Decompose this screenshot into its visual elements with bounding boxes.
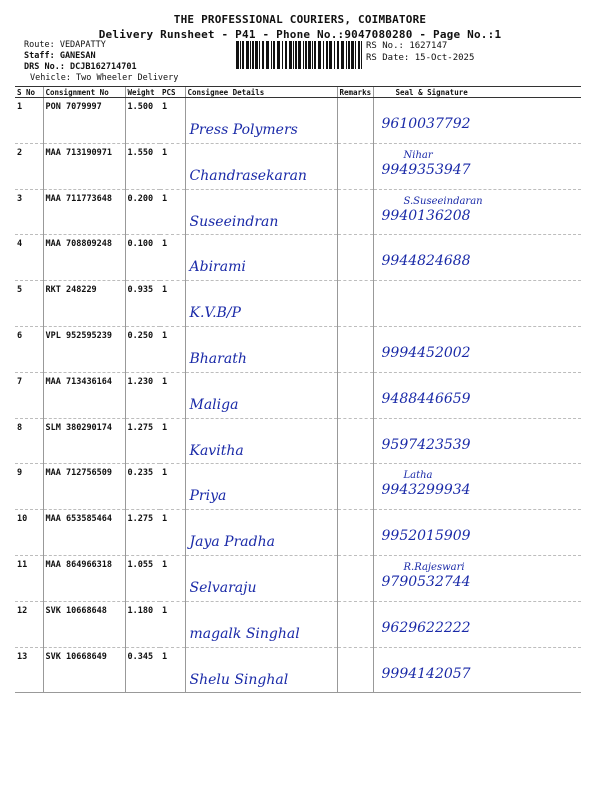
consignee-handwritten: Selvaraju [189, 579, 257, 596]
signer-name: S.Suseeindaran [403, 195, 483, 207]
row-weight: 1.550 [125, 143, 160, 189]
row-remarks [337, 647, 373, 693]
table-row [15, 281, 581, 327]
row-seal-signature [373, 189, 581, 235]
table-row [15, 555, 581, 601]
row-consignment-no: MAA 864966318 [43, 555, 125, 601]
barcode-bar [337, 41, 339, 69]
barcode-bar [358, 41, 360, 69]
signer-name: Nihar [403, 149, 433, 161]
barcode-bar [326, 41, 328, 69]
drs-label: DRS No.: DCJB162714701 [24, 62, 137, 72]
row-seal-signature [373, 98, 581, 144]
row-remarks [337, 143, 373, 189]
row-pcs: 1 [160, 372, 185, 418]
col-consignee: Consignee Details [185, 87, 337, 98]
table-row [15, 143, 581, 189]
row-pcs: 1 [160, 464, 185, 510]
table-row [15, 601, 581, 647]
row-sno: 2 [15, 143, 43, 189]
col-pcs: PCS [160, 87, 185, 98]
barcode-bar [262, 41, 264, 69]
row-remarks [337, 464, 373, 510]
signer-phone: 9994452002 [381, 344, 471, 361]
barcode-bar [293, 41, 294, 69]
row-sno: 11 [15, 555, 43, 601]
row-consignment-no: SVK 10668649 [43, 647, 125, 693]
row-consignee [185, 326, 337, 372]
consignee-handwritten: Jaya Pradha [189, 534, 275, 551]
signer-phone: 9940136208 [381, 207, 471, 224]
signer-phone: 9488446659 [381, 390, 471, 407]
row-sno: 7 [15, 372, 43, 418]
row-consignment-no: MAA 712756509 [43, 464, 125, 510]
staff-label: Staff: GANESAN [24, 51, 96, 61]
consignee-handwritten: Priya [189, 488, 227, 505]
table-row [15, 235, 581, 281]
barcode-bar [308, 41, 311, 69]
vehicle-label: Vehicle: Two Wheeler Delivery [30, 73, 179, 83]
barcode-bar [323, 41, 324, 69]
row-pcs: 1 [160, 555, 185, 601]
row-sno: 5 [15, 281, 43, 327]
row-seal-signature [373, 281, 581, 327]
barcode-bar [252, 41, 254, 69]
consignee-handwritten: Chandrasekaran [189, 167, 307, 184]
signer-phone: 9944824688 [381, 253, 471, 270]
rs-number: RS No.: 1627147 [366, 41, 448, 51]
row-sno: 10 [15, 510, 43, 556]
table-row [15, 326, 581, 372]
barcode-bar [361, 41, 362, 69]
row-weight: 1.180 [125, 601, 160, 647]
row-weight: 0.200 [125, 189, 160, 235]
row-remarks [337, 418, 373, 464]
row-remarks [337, 281, 373, 327]
row-remarks [337, 555, 373, 601]
barcode-bar [303, 41, 304, 69]
row-consignee [185, 143, 337, 189]
signer-phone: 9949353947 [381, 161, 471, 178]
row-pcs: 1 [160, 98, 185, 144]
row-consignment-no: VPL 952595239 [43, 326, 125, 372]
row-sno: 12 [15, 601, 43, 647]
consignee-handwritten: Press Polymers [189, 122, 298, 138]
row-seal-signature [373, 326, 581, 372]
row-consignee [185, 281, 337, 327]
barcode-bar [236, 41, 239, 69]
row-sno: 6 [15, 326, 43, 372]
row-seal-signature [373, 372, 581, 418]
barcode-bar [355, 41, 356, 69]
row-pcs: 1 [160, 418, 185, 464]
barcode-bar [318, 41, 321, 69]
consignee-handwritten: Maliga [189, 396, 239, 413]
row-remarks [337, 189, 373, 235]
barcode-bar [271, 41, 272, 69]
runsheet-table [15, 86, 581, 693]
barcode-bar [329, 41, 332, 69]
row-pcs: 1 [160, 235, 185, 281]
table-row [15, 510, 581, 556]
col-seal-signature: Seal & Signature [373, 87, 581, 98]
row-consignment-no: SLM 380290174 [43, 418, 125, 464]
row-remarks [337, 98, 373, 144]
row-pcs: 1 [160, 281, 185, 327]
row-weight: 0.935 [125, 281, 160, 327]
signer-phone: 9790532744 [381, 573, 471, 590]
row-seal-signature [373, 601, 581, 647]
row-remarks [337, 372, 373, 418]
row-consignee [185, 601, 337, 647]
row-weight: 0.235 [125, 464, 160, 510]
signer-phone: 9597423539 [381, 436, 471, 453]
row-sno: 1 [15, 98, 43, 144]
row-remarks [337, 235, 373, 281]
barcode-bar [277, 41, 280, 69]
barcode [236, 41, 362, 69]
barcode-bar [242, 41, 244, 69]
row-remarks [337, 326, 373, 372]
barcode-bar [255, 41, 258, 69]
row-sno: 9 [15, 464, 43, 510]
col-weight: Weight [125, 87, 160, 98]
row-sno: 13 [15, 647, 43, 693]
consignee-handwritten: magalk Singhal [189, 625, 300, 642]
barcode-bar [285, 41, 287, 69]
row-consignee [185, 647, 337, 693]
row-seal-signature [373, 510, 581, 556]
row-remarks [337, 601, 373, 647]
row-consignee [185, 510, 337, 556]
runsheet-subtitle: Delivery Runsheet - P41 - Phone No.:9047080280 - Page No.:1 [98, 28, 502, 41]
row-consignment-no: RKT 248229 [43, 281, 125, 327]
barcode-bar [341, 41, 344, 69]
row-sno: 4 [15, 235, 43, 281]
consignee-handwritten: Abirami [189, 259, 246, 276]
row-weight: 1.500 [125, 98, 160, 144]
barcode-bar [259, 41, 260, 69]
row-weight: 1.055 [125, 555, 160, 601]
row-consignment-no: MAA 708809248 [43, 235, 125, 281]
row-consignee [185, 189, 337, 235]
row-consignee [185, 98, 337, 144]
row-consignee [185, 418, 337, 464]
row-sno: 3 [15, 189, 43, 235]
row-weight: 0.250 [125, 326, 160, 372]
row-pcs: 1 [160, 326, 185, 372]
row-seal-signature [373, 464, 581, 510]
row-weight: 1.230 [125, 372, 160, 418]
table-row [15, 372, 581, 418]
barcode-bar [250, 41, 251, 69]
row-pcs: 1 [160, 510, 185, 556]
row-pcs: 1 [160, 143, 185, 189]
row-seal-signature [373, 555, 581, 601]
route-label: Route: VEDAPATTY [24, 40, 106, 50]
signer-name: R.Rajeswari [403, 561, 465, 573]
row-seal-signature [373, 418, 581, 464]
row-pcs: 1 [160, 647, 185, 693]
table-row [15, 464, 581, 510]
barcode-bar [240, 41, 241, 69]
row-pcs: 1 [160, 601, 185, 647]
row-weight: 0.345 [125, 647, 160, 693]
row-consignment-no: MAA 711773648 [43, 189, 125, 235]
barcode-bar [346, 41, 347, 69]
consignee-handwritten: Kavitha [189, 442, 244, 459]
signer-phone: 9629622222 [381, 619, 471, 636]
barcode-bar [314, 41, 316, 69]
barcode-bar [348, 41, 350, 69]
barcode-bar [351, 41, 354, 69]
barcode-bar [282, 41, 283, 69]
barcode-bar [305, 41, 307, 69]
table-row [15, 418, 581, 464]
table-header-row [15, 87, 581, 98]
col-sno: S No [15, 87, 43, 98]
barcode-bar [295, 41, 297, 69]
signer-phone: 9994142057 [381, 665, 471, 682]
row-weight: 1.275 [125, 510, 160, 556]
row-consignee [185, 235, 337, 281]
row-remarks [337, 510, 373, 556]
consignee-handwritten: K.V.B/P [189, 305, 241, 322]
signer-phone: 9943299934 [381, 482, 471, 499]
row-consignee [185, 555, 337, 601]
signer-phone: 9952015909 [381, 528, 471, 545]
row-weight: 0.100 [125, 235, 160, 281]
row-consignment-no: MAA 713436164 [43, 372, 125, 418]
barcode-bar [298, 41, 301, 69]
row-consignment-no: SVK 10668648 [43, 601, 125, 647]
table-row [15, 98, 581, 144]
row-pcs: 1 [160, 189, 185, 235]
consignee-handwritten: Suseeindran [189, 213, 279, 230]
rs-date: RS Date: 15-Oct-2025 [366, 53, 475, 63]
barcode-bar [266, 41, 269, 69]
table-row [15, 647, 581, 693]
barcode-bar [334, 41, 335, 69]
row-sno: 8 [15, 418, 43, 464]
signer-phone: 9610037792 [381, 116, 471, 132]
row-weight: 1.275 [125, 418, 160, 464]
company-title: THE PROFESSIONAL COURIERS, COIMBATORE [173, 13, 427, 26]
col-consignment: Consignment No [43, 87, 125, 98]
row-consignment-no: MAA 653585464 [43, 510, 125, 556]
signer-name: Latha [403, 470, 433, 482]
table-row [15, 189, 581, 235]
consignee-handwritten: Bharath [189, 350, 247, 367]
consignee-handwritten: Shelu Singhal [189, 671, 289, 688]
row-consignment-no: MAA 713190971 [43, 143, 125, 189]
row-seal-signature [373, 647, 581, 693]
barcode-bar [273, 41, 275, 69]
row-seal-signature [373, 235, 581, 281]
row-seal-signature [373, 143, 581, 189]
row-consignee [185, 464, 337, 510]
row-consignee [185, 372, 337, 418]
barcode-bar [246, 41, 249, 69]
barcode-bar [289, 41, 292, 69]
col-remarks: Remarks [337, 87, 373, 98]
barcode-bar [312, 41, 313, 69]
row-consignment-no: PON 7079997 [43, 98, 125, 144]
